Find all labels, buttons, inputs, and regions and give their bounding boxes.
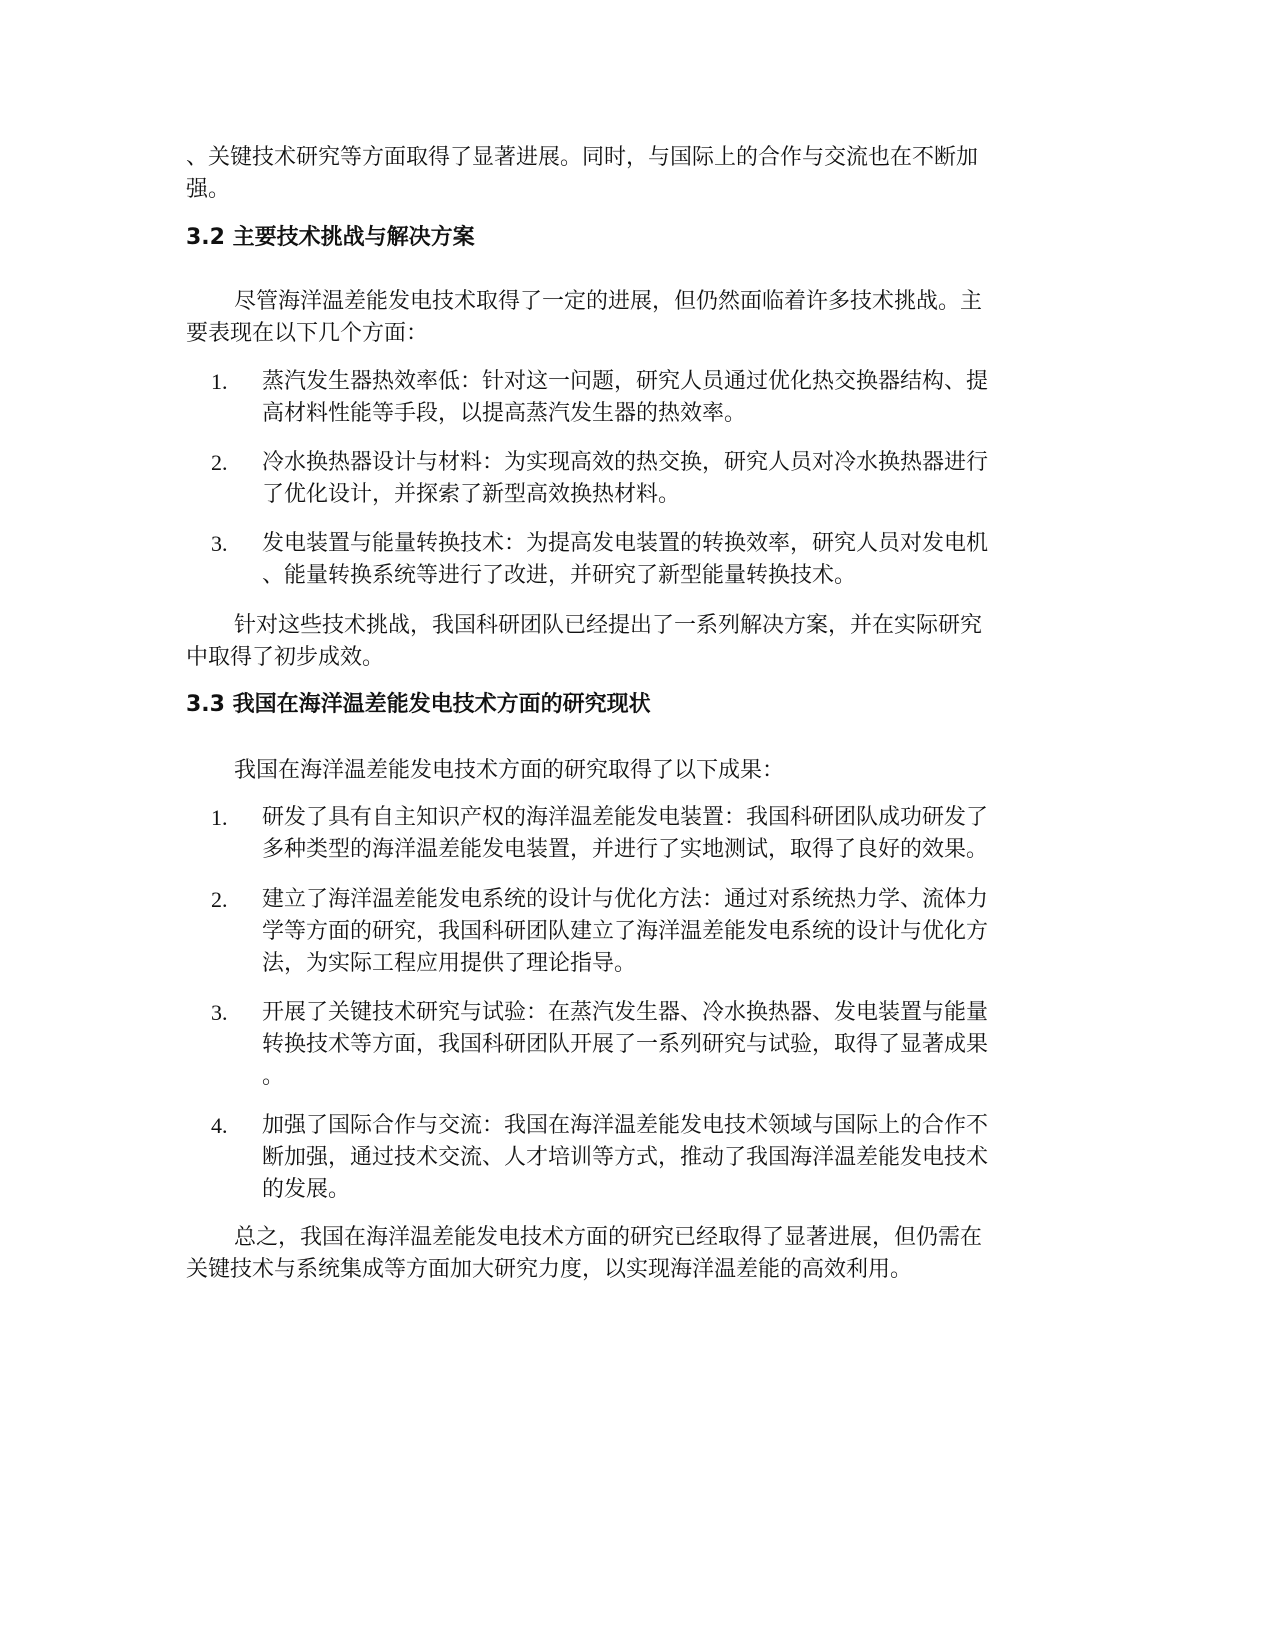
- list-number: 1.: [211, 369, 228, 394]
- list-item: [186, 366, 1088, 430]
- text-line: 、关键技术研究等方面取得了显著进展。同时，与国际上的合作与交流也在不断加: [186, 145, 979, 170]
- text-line: 我国在海洋温差能发电技术方面的研究取得了以下成果：: [234, 758, 785, 783]
- text-line: 针对这些技术挑战，我国科研团队已经提出了一系列解决方案，并在实际研究: [234, 613, 983, 638]
- list-number: 3.: [211, 1000, 228, 1025]
- list-item: [186, 884, 1088, 980]
- text-line: 中取得了初步成效。: [186, 645, 385, 670]
- list-item: [186, 528, 1088, 592]
- text-line: 加强了国际合作与交流：我国在海洋温差能发电技术领域与国际上的合作不: [262, 1113, 989, 1138]
- list-number: 2.: [211, 450, 228, 475]
- section-3-2-closing: [186, 610, 1088, 674]
- list-item: [186, 997, 1088, 1093]
- text-line: 建立了海洋温差能发电系统的设计与优化方法：通过对系统热力学、流体力: [262, 887, 989, 912]
- list-number: 1.: [211, 805, 228, 830]
- text-line: 关键技术与系统集成等方面加大研究力度，以实现海洋温差能的高效利用。: [186, 1257, 913, 1282]
- section-heading-3-3: 3.3 我国在海洋温差能发电技术方面的研究现状: [186, 692, 651, 717]
- text-line: 冷水换热器设计与材料：为实现高效的热交换，研究人员对冷水换热器进行: [262, 450, 989, 475]
- section-heading-3-2: 3.2 主要技术挑战与解决方案: [186, 225, 475, 250]
- section-3-3-intro: [186, 755, 1088, 787]
- intro-paragraph: [186, 142, 1088, 206]
- section-3-2-intro: [186, 286, 1088, 350]
- text-line: 开展了关键技术研究与试验：在蒸汽发生器、冷水换热器、发电装置与能量: [262, 1000, 989, 1025]
- text-line: 要表现在以下几个方面：: [186, 321, 429, 346]
- text-line: 强。: [186, 177, 231, 202]
- list-item: [186, 802, 1088, 866]
- text-line: 转换技术等方面，我国科研团队开展了一系列研究与试验，取得了显著成果: [262, 1032, 989, 1057]
- text-line: 总之，我国在海洋温差能发电技术方面的研究已经取得了显著进展，但仍需在: [234, 1225, 983, 1250]
- text-line: 。: [262, 1064, 285, 1089]
- list-number: 2.: [211, 887, 228, 912]
- list-number: 4.: [211, 1113, 228, 1138]
- list-item: [186, 447, 1088, 511]
- text-line: 研发了具有自主知识产权的海洋温差能发电装置：我国科研团队成功研发了: [262, 805, 989, 830]
- text-line: 高材料性能等手段，以提高蒸汽发生器的热效率。: [262, 401, 747, 426]
- text-line: 多种类型的海洋温差能发电装置，并进行了实地测试，取得了良好的效果。: [262, 837, 989, 862]
- text-line: 学等方面的研究，我国科研团队建立了海洋温差能发电系统的设计与优化方: [262, 919, 989, 944]
- text-line: 蒸汽发生器热效率低：针对这一问题，研究人员通过优化热交换器结构、提: [262, 369, 989, 394]
- list-item: [186, 1110, 1088, 1206]
- text-line: 发电装置与能量转换技术：为提高发电装置的转换效率，研究人员对发电机: [262, 531, 989, 556]
- text-line: 断加强，通过技术交流、人才培训等方式，推动了我国海洋温差能发电技术: [262, 1145, 989, 1170]
- text-line: 了优化设计，并探索了新型高效换热材料。: [262, 482, 681, 507]
- section-3-3-closing: [186, 1222, 1088, 1286]
- text-line: 、能量转换系统等进行了改进，并研究了新型能量转换技术。: [262, 563, 857, 588]
- list-number: 3.: [211, 531, 228, 556]
- text-line: 的发展。: [262, 1177, 351, 1202]
- text-line: 法，为实际工程应用提供了理论指导。: [262, 951, 637, 976]
- text-line: 尽管海洋温差能发电技术取得了一定的进展，但仍然面临着许多技术挑战。主: [234, 289, 983, 314]
